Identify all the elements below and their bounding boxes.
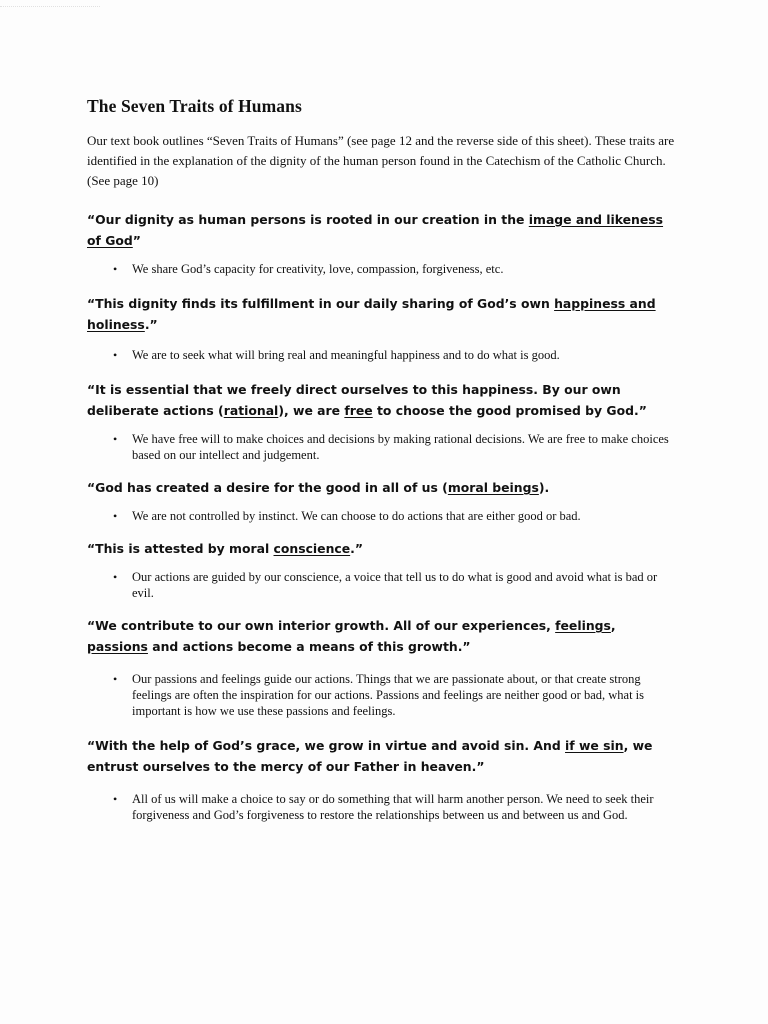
trait-section: [87, 538, 679, 601]
bullet-list: [87, 569, 679, 601]
bullet-text: Our passions and feelings guide our actions. Things that we are passionate about, or that create strong feelings are often the inspiration for our actions. Passions and feelings are neither good or bad, what is important is how we use these passions and feelings.: [132, 672, 645, 718]
trait-section: [87, 735, 679, 823]
trait-section: [87, 293, 679, 363]
quote-text: ).: [538, 480, 550, 495]
trait-section: [87, 615, 679, 719]
quote-key-term: happiness and holiness: [87, 296, 656, 332]
bullet-list: [87, 791, 679, 823]
quote-text: “Our dignity as human persons is rooted in our creation in the: [87, 212, 529, 227]
quote-text: “This is attested by moral: [87, 541, 274, 556]
trait-section: [87, 379, 679, 463]
bullet-list: [87, 671, 679, 719]
bullet-list: [87, 508, 679, 524]
trait-quote: [87, 615, 679, 657]
bullet-icon: •: [113, 432, 118, 446]
bullet-item: [87, 261, 679, 277]
bullet-icon: •: [113, 672, 118, 686]
quote-text: and actions become a means of this growth.”: [147, 639, 471, 654]
quote-key-term: feelings: [555, 618, 611, 633]
bullet-text: All of us will make a choice to say or do something that will harm another person. We need to seek their forgiveness and God’s forgiveness to restore the relationships between us and between us and God.: [132, 792, 654, 822]
bullet-text: We have free will to make choices and decisions by making rational decisions. We are free to make choices based on our intellect and judgement.: [132, 432, 669, 462]
quote-text: to choose the good promised by God.”: [372, 403, 647, 418]
quote-text: “We contribute to our own interior growth. All of our experiences,: [87, 618, 556, 633]
bullet-list: [87, 431, 679, 463]
bullet-item: [87, 508, 679, 524]
intro-paragraph: Our text book outlines “Seven Traits of Humans” (see page 12 and the reverse side of this sheet). These traits are identified in the explanation of the dignity of the human person found in the Catechism of the Catholic Church. (See page 10): [87, 133, 675, 188]
trait-quote: [87, 538, 679, 559]
quote-key-term: conscience: [273, 541, 351, 556]
bullet-list: [87, 347, 679, 363]
quote-text: .”: [144, 317, 158, 332]
quote-text: “God has created a desire for the good in all of us (: [87, 480, 448, 495]
bullet-text: Our actions are guided by our conscience, a voice that tell us to do what is good and avoid what is bad or evil.: [132, 570, 658, 600]
quote-text: ”: [132, 233, 141, 248]
quote-key-term: moral beings: [447, 480, 539, 495]
trait-quote: [87, 293, 679, 335]
quote-text: “This dignity finds its fulfillment in our daily sharing of God’s own: [87, 296, 555, 311]
bullet-item: [87, 791, 679, 823]
quote-text: , we entrust ourselves to the mercy of our Father in heaven.”: [87, 738, 653, 774]
quote-text: “It is essential that we freely direct ourselves to this happiness. By our own deliberate actions (: [87, 382, 621, 418]
bullet-icon: •: [113, 348, 118, 362]
bullet-icon: •: [113, 570, 118, 584]
quote-text: ,: [610, 618, 616, 633]
trait-section: [87, 477, 679, 524]
bullet-text: We are to seek what will bring real and meaningful happiness and to do what is good.: [132, 348, 560, 362]
bullet-list: [87, 261, 679, 277]
bullet-icon: •: [113, 509, 118, 523]
quote-key-term: free: [344, 403, 373, 418]
bullet-item: [87, 569, 679, 601]
trait-quote: [87, 477, 679, 498]
trait-quote: [87, 379, 679, 421]
scan-artifact: [0, 0, 100, 7]
bullet-text: We are not controlled by instinct. We can choose to do actions that are either good or bad.: [132, 509, 581, 523]
bullet-text: We share God’s capacity for creativity, love, compassion, forgiveness, etc.: [132, 262, 504, 276]
quote-key-term: passions: [87, 639, 148, 654]
bullet-icon: •: [113, 262, 118, 276]
bullet-item: [87, 671, 679, 719]
document-content: [87, 96, 679, 823]
document-title: The Seven Traits of Humans: [87, 96, 302, 116]
quote-text: ), we are: [278, 403, 345, 418]
quote-key-term: rational: [223, 403, 279, 418]
bullet-item: [87, 347, 679, 363]
quote-key-term: if we sin: [565, 738, 624, 753]
trait-section: [87, 209, 679, 277]
trait-quote: [87, 735, 679, 777]
quote-key-term: image and likeness of God: [87, 212, 664, 248]
bullet-item: [87, 431, 679, 463]
quote-text: .”: [350, 541, 363, 556]
bullet-icon: •: [113, 792, 118, 806]
quote-text: “With the help of God’s grace, we grow in virtue and avoid sin. And: [87, 738, 566, 753]
trait-quote: [87, 209, 679, 251]
